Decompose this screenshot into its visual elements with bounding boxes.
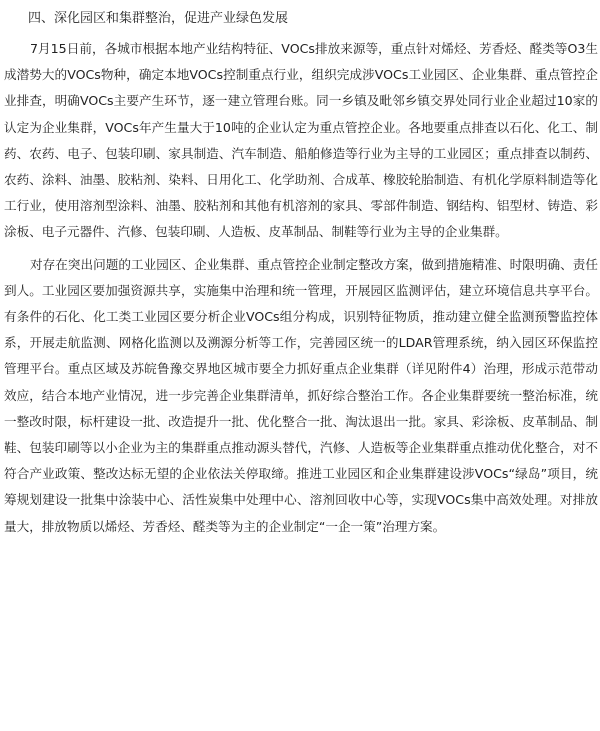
section-heading: 四、深化园区和集群整治，促进产业绿色发展 bbox=[28, 11, 289, 26]
paragraph-rectification-plan: 对存在突出问题的工业园区、企业集群、重点管控企业制定整改方案，做到措施精准、时限明确、责任到人。工业园区要加强资源共享，实施集中治理和统一管理，开展园区监测评估，建立环境信息共享平台。有条件的石化、化工类工业园区要分析企业VOCs组分构成，识别特征物质，推动建立健全监测预警监控体系，开展走航监测、网格化监测以及溯源分析等工作，完善园区统一的LDAR管理系统，纳入园区环保监控管理平台。重点区域及苏皖鲁豫交界地区城市要全力抓好重点企业集群（详见附件4）治理，形成示范带动效应，结合本地产业情况，进一步完善企业集群清单，抓好综合整治工作。各企业集群要统一整治标准，统一整改时限，标杆建设一批、改造提升一批、优化整合一批、淘汰退出一批。家具、彩涂板、皮革制品、制鞋、包装印刷等以小企业为主的集群重点推动源头替代，汽修、人造板等企业集群重点推动优化整合，对不符合产业政策、整改达标无望的企业依法关停取缔。推进工业园区和企业集群建设涉VOCs“绿岛”项目，统筹规划建设一批集中涂装中心、活性炭集中处理中心、溶剂回收中心等，实现VOCs集中高效处理。对排放量大，排放物质以烯烃、芳香烃、醛类等为主的企业制定“一企一策”治理方案。 bbox=[4, 256, 598, 534]
paragraph-deadline-investigation: 7月15日前，各城市根据本地产业结构特征、VOCs排放来源等，重点针对烯烃、芳香烃、醛类等O3生成潜势大的VOCs物种，确定本地VOCs控制重点行业，组织完成涉VOCs工业园区、企业集群、重点管控企业排查，明确VOCs主要产生环节，逐一建立管理台账。同一乡镇及毗邻乡镇交界处同行业企业超过10家的认定为企业集群，VOCs年产生量大于10吨的企业认定为重点管控企业。各地要重点排查以石化、化工、制药、农药、电子、包装印刷、家具制造、汽车制造、船舶修造等行业为主导的工业园区；重点排查以制药、农药、涂料、油墨、胶粘剂、染料、日用化工、化学助剂、合成革、橡胶轮胎制造、有机化学原料制造等化工行业，使用溶剂型涂料、油墨、胶粘剂和其他有机溶剂的家具、零部件制造、钢结构、铝型材、铸造、彩涂板、电子元器件、汽修、包装印刷、人造板、皮革制品、制鞋等行业为主导的企业集群。 bbox=[4, 41, 598, 240]
